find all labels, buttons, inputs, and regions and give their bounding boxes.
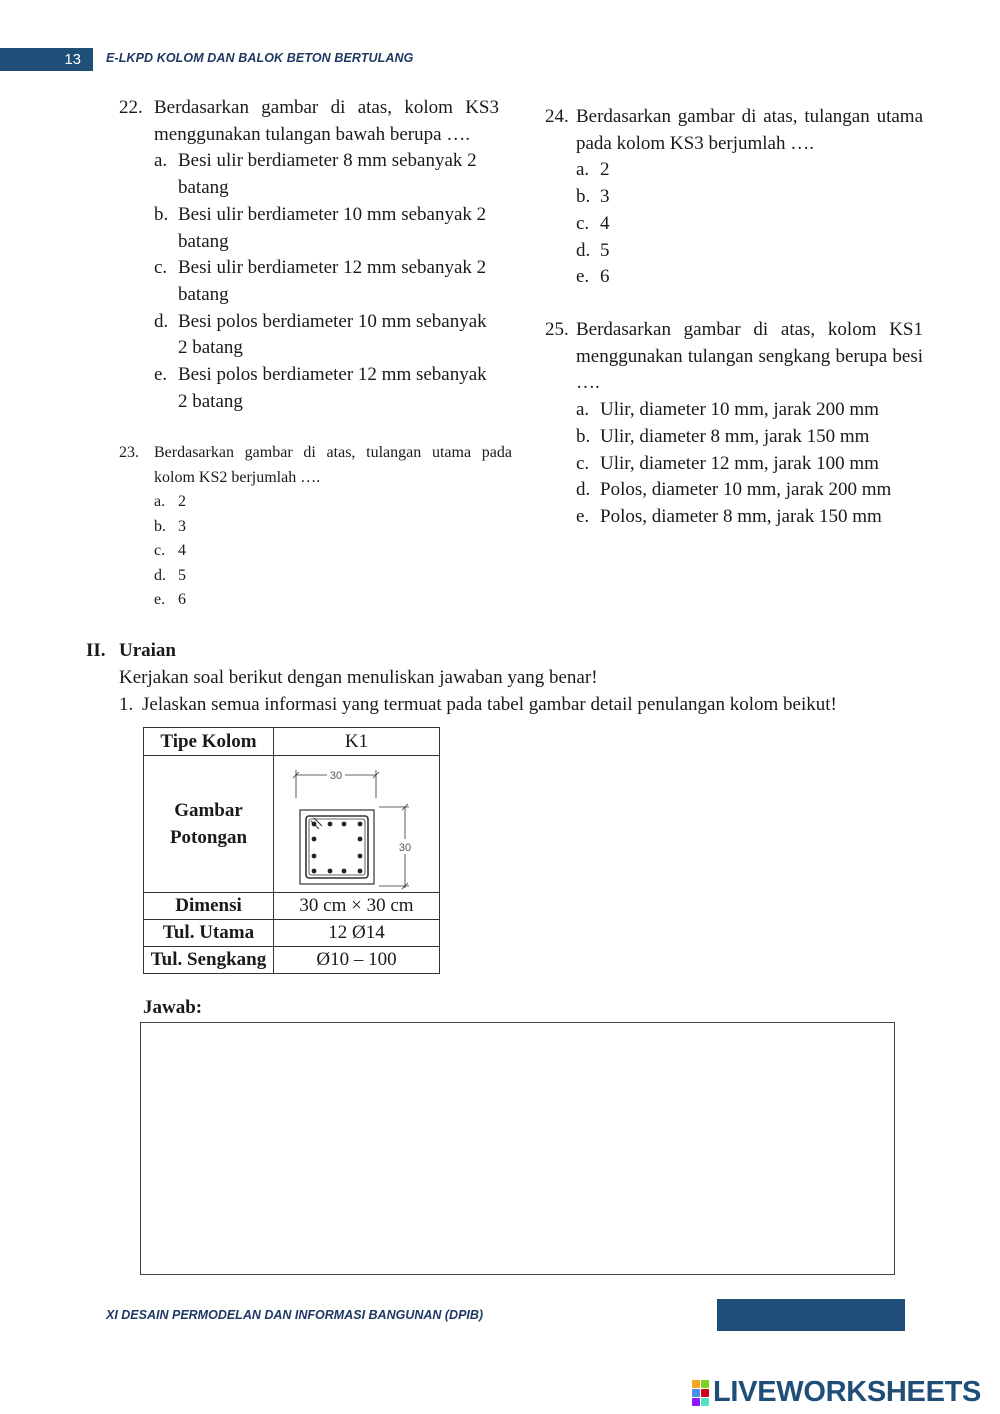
- option-text: Ulir, diameter 10 mm, jarak 200 mm: [600, 399, 879, 421]
- column-section-drawing: [274, 756, 440, 893]
- rebar: [328, 868, 333, 873]
- option-letter: d.: [154, 310, 169, 332]
- question-25: [545, 317, 923, 531]
- option-letter: c.: [154, 257, 168, 279]
- option-text: Besi ulir berdiameter 8 mm sebanyak 2 batang: [178, 150, 477, 199]
- answer-option: [154, 309, 499, 362]
- option-text: Ulir, diameter 12 mm, jarak 100 mm: [600, 452, 879, 474]
- footer-bar: [717, 1299, 905, 1331]
- answer-option: [576, 451, 923, 478]
- answer-label: Jawab:: [143, 997, 203, 1018]
- gambar-potongan-label: Gambar Potongan: [144, 756, 274, 893]
- option-letter: c.: [576, 452, 590, 474]
- option-letter: b.: [576, 425, 591, 447]
- option-text: 3: [600, 186, 610, 208]
- rebar: [358, 836, 363, 841]
- rebar: [312, 868, 317, 873]
- answer-option: [576, 504, 923, 531]
- option-letter: e.: [576, 505, 590, 527]
- option-letter: e.: [154, 591, 166, 608]
- dimensi-value: 30 cm × 30 cm: [274, 893, 440, 920]
- option-text: 5: [600, 239, 610, 261]
- answer-option: [154, 362, 499, 415]
- option-letter: e.: [576, 266, 590, 288]
- dimensi-label: Dimensi: [144, 893, 274, 920]
- question-number: 22.: [119, 97, 143, 118]
- rebar: [312, 836, 317, 841]
- width-dimension-label: 30: [329, 769, 343, 782]
- question-23: [119, 441, 512, 613]
- option-text: Polos, diameter 10 mm, jarak 200 mm: [600, 479, 892, 501]
- option-text: Polos, diameter 8 mm, jarak 150 mm: [600, 505, 882, 527]
- answer-option: [154, 202, 499, 255]
- answer-option: [576, 211, 923, 238]
- option-text: 6: [178, 591, 186, 608]
- answer-option: [154, 148, 499, 201]
- option-letter: a.: [154, 150, 168, 172]
- tul-sengkang-label: Tul. Sengkang: [144, 947, 274, 974]
- tul-sengkang-value: Ø10 – 100: [274, 947, 440, 974]
- question-24: [545, 104, 923, 291]
- option-text: 2: [178, 493, 186, 510]
- answer-option: [154, 490, 512, 515]
- rebar: [358, 868, 363, 873]
- answer-option: [576, 397, 923, 424]
- rebar: [312, 821, 317, 826]
- page-number: 13: [0, 48, 93, 71]
- header-title: E-LKPD KOLOM DAN BALOK BETON BERTULANG: [106, 51, 414, 65]
- option-text: Ulir, diameter 8 mm, jarak 150 mm: [600, 425, 870, 447]
- option-text: 4: [600, 212, 610, 234]
- option-letter: d.: [576, 479, 591, 501]
- liveworksheets-watermark: [692, 1376, 981, 1409]
- option-text: Besi ulir berdiameter 12 mm sebanyak 2 batang: [178, 257, 487, 305]
- question-text: Berdasarkan gambar di atas, tulangan utama pada kolom KS3 berjumlah ….: [576, 106, 923, 154]
- option-text: 3: [178, 517, 186, 535]
- option-text: 5: [178, 566, 186, 584]
- option-letter: c.: [576, 212, 590, 234]
- option-letter: a.: [576, 159, 590, 181]
- option-text: Besi polos berdiameter 12 mm sebanyak 2 batang: [178, 364, 487, 412]
- answer-option: [154, 588, 512, 613]
- height-dimension-label: 30: [398, 841, 412, 854]
- option-text: 6: [600, 266, 610, 288]
- essay-question-1: 1. Jelaskan semua informasi yang termuat pada tabel gambar detail penulangan kolom beikut!: [119, 694, 837, 715]
- main-rebars: [312, 821, 363, 873]
- column-cross-section-svg: [274, 758, 439, 891]
- answer-option: [154, 255, 499, 308]
- option-text: Besi polos berdiameter 10 mm sebanyak 2 batang: [178, 310, 487, 359]
- question-number: 23.: [119, 444, 139, 461]
- question-text: Berdasarkan gambar di atas, kolom KS1 menggunakan tulangan sengkang berupa besi ….: [576, 319, 923, 394]
- footer-text: XI DESAIN PERMODELAN DAN INFORMASI BANGUNAN (DPIB): [106, 1308, 484, 1322]
- rebar: [358, 853, 363, 858]
- tul-utama-label: Tul. Utama: [144, 920, 274, 947]
- option-letter: e.: [154, 364, 168, 386]
- tipe-kolom-value: K1: [274, 728, 440, 756]
- option-letter: a.: [576, 399, 590, 421]
- rebar: [358, 821, 363, 826]
- rebar: [342, 868, 347, 873]
- rebar: [342, 821, 347, 826]
- answer-option: [154, 564, 512, 589]
- liveworksheets-text: LIVEWORKSHEETS: [713, 1376, 982, 1408]
- option-letter: b.: [154, 203, 169, 225]
- liveworksheets-logo-icon: [692, 1380, 709, 1406]
- answer-option: [576, 184, 923, 211]
- answer-option: [154, 515, 512, 540]
- answer-option: [576, 264, 923, 291]
- option-letter: d.: [576, 239, 591, 261]
- answer-option: [576, 157, 923, 184]
- option-letter: b.: [576, 186, 591, 208]
- answer-option: [576, 424, 923, 451]
- section-title: II. Uraian: [86, 640, 176, 661]
- rebar: [328, 821, 333, 826]
- column-detail-table: [143, 727, 440, 974]
- answer-option: [576, 238, 923, 265]
- option-text: 4: [178, 542, 186, 559]
- question-22: [119, 95, 499, 415]
- option-letter: a.: [154, 493, 166, 510]
- answer-option: [154, 539, 512, 564]
- tipe-kolom-label: Tipe Kolom: [144, 728, 274, 756]
- question-text: Berdasarkan gambar di atas, tulangan utama pada kolom KS2 berjumlah ….: [154, 444, 512, 486]
- option-text: 2: [600, 159, 610, 181]
- answer-option: [576, 477, 923, 504]
- question-number: 25.: [545, 319, 569, 340]
- option-text: Besi ulir berdiameter 10 mm sebanyak 2 batang: [178, 203, 487, 252]
- rebar: [312, 853, 317, 858]
- option-letter: b.: [154, 517, 166, 535]
- section-instruction: Kerjakan soal berikut dengan menuliskan jawaban yang benar!: [119, 667, 598, 688]
- question-text: Berdasarkan gambar di atas, kolom KS3 menggunakan tulangan bawah berupa ….: [154, 97, 499, 145]
- tul-utama-value: 12 Ø14: [274, 920, 440, 947]
- option-letter: d.: [154, 566, 166, 584]
- answer-input[interactable]: [140, 1022, 895, 1275]
- option-letter: c.: [154, 542, 166, 559]
- question-number: 24.: [545, 106, 569, 127]
